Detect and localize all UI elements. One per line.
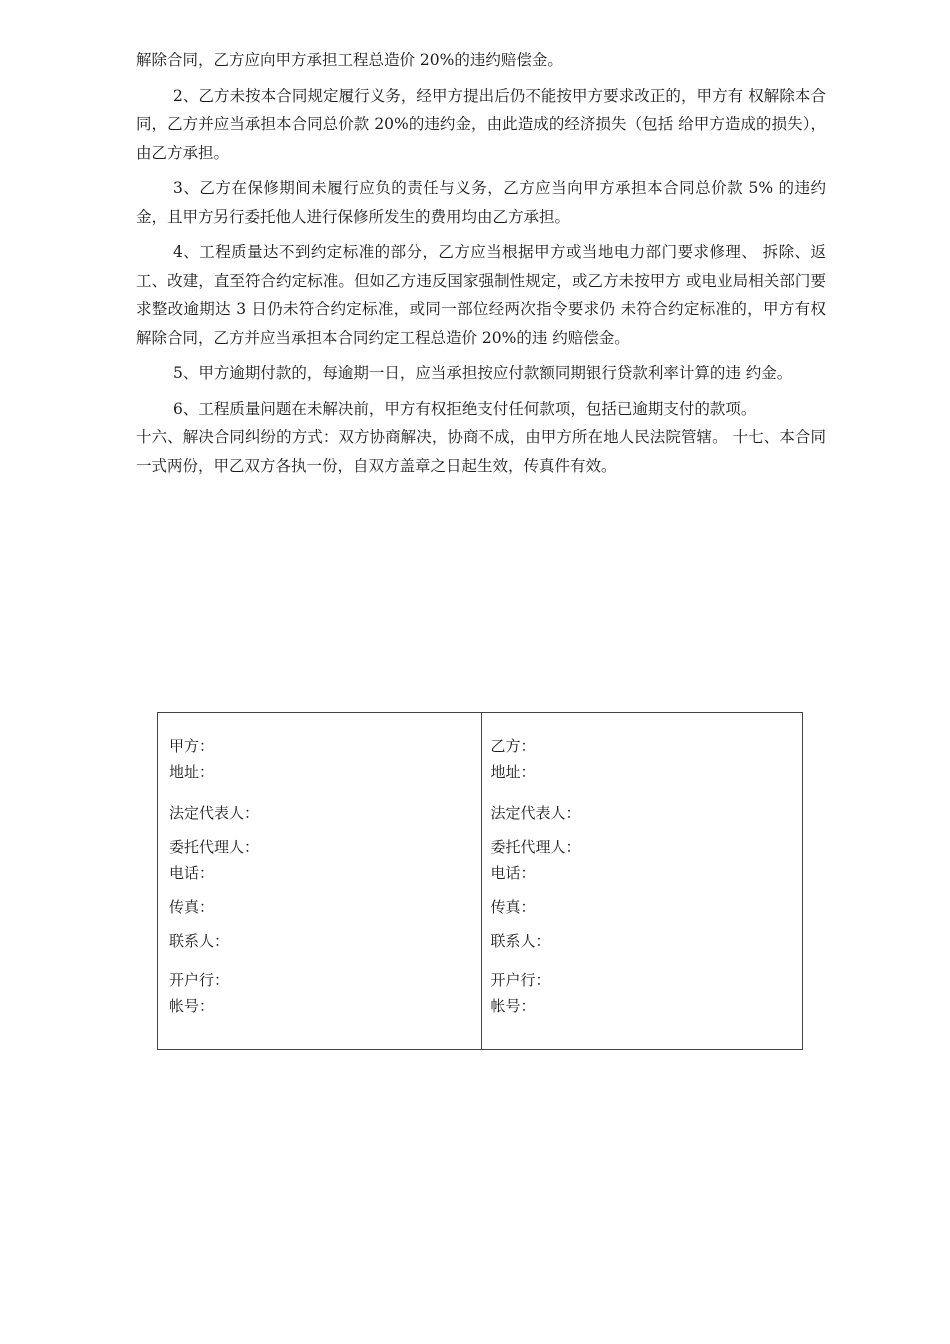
clause-5: 5、甲方逾期付款的，每逾期一日，应当承担按应付款额同期银行贷款利率计算的违 约金。 — [173, 364, 793, 382]
clause-3: 3、乙方在保修期间未履行应负的责任与义务，乙方应当向甲方承担本合同总价款 5% 的违约金，且甲方另行委托他人进行保修所发生的费用均由乙方承担。 — [136, 179, 826, 226]
party-a-legal-rep: 法定代表人： — [169, 804, 260, 822]
party-a-fax: 传真： — [169, 898, 215, 916]
party-a-contact: 联系人： — [169, 932, 230, 950]
clause-2: 2、乙方未按本合同规定履行义务，经甲方提出后仍不能按甲方要求改正的，甲方有 权解除本合同，乙方并应当承担本合同总价款 20%的违约金，由此造成的经济损失（包括 给甲方造成的损失），由乙方承担。 — [136, 86, 826, 162]
party-b-legal-rep: 法定代表人： — [490, 804, 581, 822]
signature-table — [157, 712, 803, 1050]
party-b-label: 乙方： — [490, 737, 536, 755]
party-a-bank: 开户行： — [169, 971, 230, 989]
clause-6: 6、工程质量问题在未解决前，甲方有权拒绝支付任何款项，包括已逾期支付的款项。 — [173, 399, 757, 418]
party-b-phone: 电话： — [490, 864, 536, 882]
party-b-bank: 开户行： — [490, 971, 551, 989]
party-a-address: 地址： — [169, 763, 215, 781]
party-b-account: 帐号： — [490, 997, 536, 1015]
clauses-16-17: 十六、解决合同纠纷的方式：双方协商解决，协商不成，由甲方所在地人民法院管辖。 十七、本合同一式两份，甲乙双方各执一份，自双方盖章之日起生效，传真件有效。 — [136, 428, 826, 475]
paragraph-continuation: 解除合同，乙方应向甲方承担工程总造价 20%的违约赔偿金。 — [136, 51, 563, 69]
party-a-column — [158, 713, 481, 1049]
party-b-address: 地址： — [490, 763, 536, 781]
party-b-agent: 委托代理人： — [490, 838, 581, 856]
party-a-account: 帐号： — [169, 997, 215, 1015]
party-b-contact: 联系人： — [490, 932, 551, 950]
party-a-phone: 电话： — [169, 864, 215, 882]
party-b-fax: 传真： — [490, 898, 536, 916]
party-a-label: 甲方： — [169, 737, 215, 755]
party-b-column — [481, 713, 803, 1049]
clause-4: 4、工程质量达不到约定标准的部分，乙方应当根据甲方或当地电力部门要求修理、 拆除、返工、改建，直至符合约定标准。但如乙方违反国家强制性规定，或乙方未按甲方 或电业局相关部门要求整改逾期达 3 日仍未符合约定标准，或同一部位经两次指令要求仍 未符合约定标准的，甲方有权解除合同，乙方并应当承担本合同约定工程总造价 20%的违 约赔偿金。 — [136, 243, 826, 347]
party-a-agent: 委托代理人： — [169, 838, 260, 856]
contract-body — [136, 46, 826, 480]
